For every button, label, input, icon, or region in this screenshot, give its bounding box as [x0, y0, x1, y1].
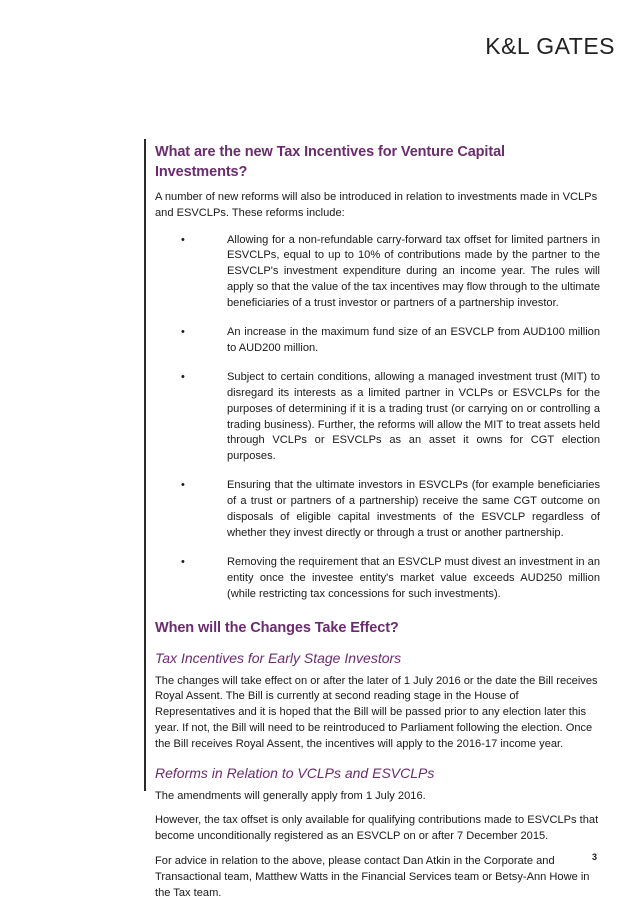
bullet-icon: •: [181, 371, 185, 384]
reforms-list: [155, 233, 600, 603]
reforms-paragraph-2: However, the tax offset is only available for qualifying contributions made to ESVCLPs that become unconditionally registered as an ESVCLP on or after 7 December 2015.: [155, 814, 599, 843]
bullet-icon: •: [181, 233, 185, 246]
bullet-icon: •: [181, 326, 185, 339]
section-heading-effect: When will the Changes Take Effect?: [155, 619, 399, 636]
margin-rule: [144, 139, 146, 791]
bullet-icon: •: [181, 556, 185, 569]
list-item-text: Allowing for a non-refundable carry-forward tax offset for limited partners in ESVCLPs, equal to up to 10% of contributions made by the partner to the ESVCLP's investment expenditure during an income year. The rules will apply so that the value of the tax incentives may flow through to the ultimate beneficiaries of a trust investor or partners of a partnership investor.: [227, 233, 600, 309]
list-item: [155, 370, 600, 465]
subheading-vclp-reforms: Reforms in Relation to VCLPs and ESVCLPs: [155, 764, 435, 781]
reforms-paragraph-1: The amendments will generally apply from 1 July 2016.: [155, 789, 426, 802]
list-item-text: An increase in the maximum fund size of an ESVCLP from AUD100 million to AUD200 million.: [227, 326, 600, 354]
list-item-text: Subject to certain conditions, allowing a managed investment trust (MIT) to disregard its interests as a limited partner in VCLPs or ESVCLPs for the purposes of determining if it is a trading trust (or carrying on or controlling a trading business). Further, the reforms will allow the MIT to treat assets held through VCLPs or ESVCLPs as an asset it owns for CGT election purposes.: [227, 371, 600, 463]
list-item: [155, 233, 600, 312]
list-item: [155, 555, 600, 602]
list-item-text: Ensuring that the ultimate investors in ESVCLPs (for example beneficiaries of a trust or partners of a partnership) receive the same CGT outcome on disposals of eligible capital investments of the ESVCLP regardless of whether they invest directly or through a trust or another partnership.: [227, 479, 600, 539]
intro-paragraph: A number of new reforms will also be introduced in relation to investments made in VCLPs and ESVCLPs. These reforms include:: [155, 191, 598, 219]
subheading-early-stage: Tax Incentives for Early Stage Investors: [155, 649, 402, 666]
list-item: [155, 325, 600, 357]
early-stage-paragraph: The changes will take effect on or after the later of 1 July 2016 or the date the Bill receives Royal Assent. The Bill is currently at second reading stage in the House of Representatives and it is hoped that the Bill will be passed prior to any election later this year. If not, the Bill will need to be reintroduced to Parliament following the election. Once the Bill receives Royal Assent, the incentives will apply to the 2016-17 income year.: [155, 674, 598, 750]
main-content: [155, 142, 600, 901]
section-heading-incentives: What are the new Tax Incentives for Venture Capital Investments?: [155, 144, 505, 180]
bullet-icon: •: [181, 479, 185, 492]
page-number: 3: [592, 852, 598, 862]
list-item-text: Removing the requirement that an ESVCLP must divest an investment in an entity once the investee entity's market value exceeds AUD250 million (while restricting tax concessions for such investments).: [227, 556, 600, 600]
contact-paragraph: For advice in relation to the above, please contact Dan Atkin in the Corporate and Transactional team, Matthew Watts in the Financial Services team or Betsy-Ann Howe in the Tax team.: [155, 854, 590, 899]
list-item: [155, 478, 600, 541]
firm-logo: K&L GATES: [485, 33, 615, 59]
